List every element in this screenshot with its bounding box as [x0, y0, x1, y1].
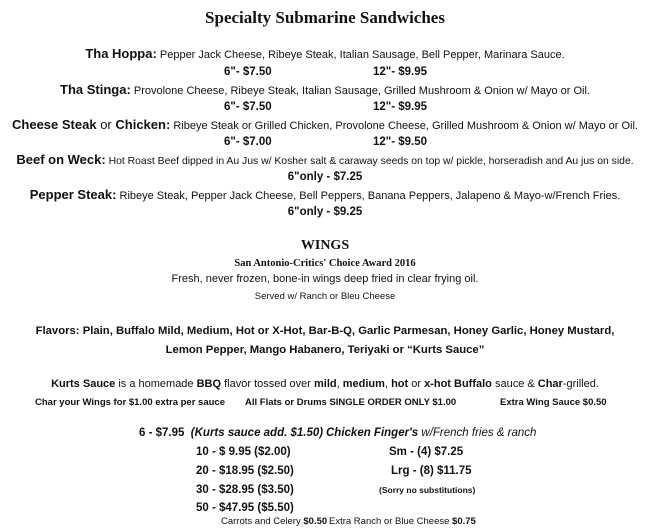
sandwich-desc: Hot Roast Beef dipped in Au Jus w/ Kosher salt & caraway seeds on top w/ pickle, horseradish and Au jus on side. [108, 156, 634, 167]
wing-count-6 [139, 427, 323, 439]
sandwich-desc: Provolone Cheese, Ribeye Steak, Italian Sausage, Grilled Mushroom & Onion w/ Mayo or Oil. [133, 85, 590, 97]
sandwich-desc: Ribeye Steak or Grilled Chicken, Provolone Cheese, Grilled Mushroom & Onion w/ Mayo or Oil. [173, 120, 638, 132]
extra-sauce-note: Extra Wing Sauce $0.50 [500, 397, 607, 408]
sandwich-beef-on-weck [0, 152, 650, 167]
text: or [408, 378, 425, 390]
wings-served: Served w/ Ranch or Bleu Cheese [254, 291, 396, 302]
extra-label: Extra Ranch or Blue Cheese [329, 516, 453, 527]
ranch-bleu-extra [329, 516, 476, 527]
text: hot [391, 378, 409, 390]
text: BBQ [196, 378, 222, 390]
text: medium [342, 378, 385, 390]
text: flavor tossed over [221, 378, 314, 390]
price-6-inch: 6"- $7.50 [224, 66, 272, 78]
wings-award: San Antonio-Critics' Choice Award 2016 [234, 258, 416, 269]
text: , [384, 378, 392, 390]
wing-count-price: 6 - $7.95 [139, 427, 185, 439]
wings-tagline: Fresh, never frozen, bone-in wings deep fried in clear frying oil. [171, 273, 479, 285]
chicken-fingers-title [326, 427, 536, 439]
price-12-inch: 12"- $9.50 [373, 136, 428, 148]
price-6-inch: 6"- $7.50 [224, 101, 272, 113]
sandwich-name: Tha Hoppa: [85, 46, 157, 61]
price-6-only: 6"only - $9.25 [287, 206, 363, 218]
wings-flavors-line2: Lemon Pepper, Mango Habanero, Teriyaki or “Kurts Sauce” [165, 344, 485, 356]
price-12-inch: 12"- $9.95 [373, 101, 428, 113]
wing-count-30: 30 - $28.95 ($3.50) [196, 484, 294, 496]
sandwich-name: Cheese Steak [12, 117, 97, 132]
sandwich-name-or: or [96, 117, 116, 132]
text: mild [314, 378, 337, 390]
char-wings-note: Char your Wings for $1.00 extra per sauce [35, 397, 225, 408]
price-12-inch: 12"- $9.95 [373, 66, 428, 78]
sandwich-tha-hoppa [0, 46, 650, 61]
text: x-hot Buffalo [424, 378, 492, 390]
wing-count-50: 50 - $47.95 ($5.50) [196, 502, 294, 514]
sandwich-pepper-steak [0, 187, 650, 202]
no-substitutions-note: (Sorry no substitutions) [379, 485, 476, 495]
extra-price: $0.50 [303, 516, 328, 527]
sandwich-cheese-steak [0, 117, 650, 132]
text: Char [537, 378, 563, 390]
flats-drums-note: All Flats or Drums SINGLE ORDER ONLY $1.00 [245, 397, 457, 408]
sandwich-name: Pepper Steak: [29, 187, 117, 202]
extra-label: Carrots and Celery [221, 516, 304, 527]
chicken-fingers-sides: w/French fries & ranch [418, 427, 537, 439]
price-6-only: 6"only - $7.25 [287, 171, 363, 183]
carrots-celery-extra [221, 516, 327, 527]
text: -grilled. [562, 378, 599, 390]
kurts-sauce-name: Kurts Sauce [51, 378, 116, 390]
text: is a homemade [115, 378, 197, 390]
sandwich-tha-stinga [0, 82, 650, 97]
price-6-inch: 6"- $7.00 [224, 136, 272, 148]
extra-price: $0.75 [452, 516, 476, 527]
sandwich-name: Tha Stinga: [60, 82, 131, 97]
chicken-fingers-small: Sm - (4) $7.25 [389, 446, 464, 458]
sandwich-name: Beef on Weck: [16, 152, 106, 167]
kurts-sauce-addon-note: (Kurts sauce add. $1.50) [190, 427, 324, 439]
chicken-fingers-large: Lrg - (8) $11.75 [391, 465, 472, 477]
wings-title: WINGS [300, 238, 350, 253]
chicken-fingers-name: Chicken Finger's [326, 427, 419, 439]
sandwich-name-alt: Chicken: [115, 117, 171, 132]
wings-flavors-line1: Flavors: Plain, Buffalo Mild, Medium, Hot or X-Hot, Bar-B-Q, Garlic Parmesan, Honey Garlic, Honey Mustard, [35, 325, 615, 337]
wing-count-10: 10 - $ 9.95 ($2.00) [196, 446, 291, 458]
kurts-sauce-description [0, 378, 650, 390]
sandwich-desc: Pepper Jack Cheese, Ribeye Steak, Italian Sausage, Bell Pepper, Marinara Sauce. [159, 49, 565, 61]
sandwiches-title: Specialty Submarine Sandwiches [205, 8, 445, 27]
text: sauce & [491, 378, 538, 390]
text: , [336, 378, 343, 390]
sandwich-desc: Ribeye Steak, Pepper Jack Cheese, Bell Peppers, Banana Peppers, Jalapeno & Mayo-w/French Fries. [119, 190, 621, 202]
wing-count-20: 20 - $18.95 ($2.50) [196, 465, 294, 477]
